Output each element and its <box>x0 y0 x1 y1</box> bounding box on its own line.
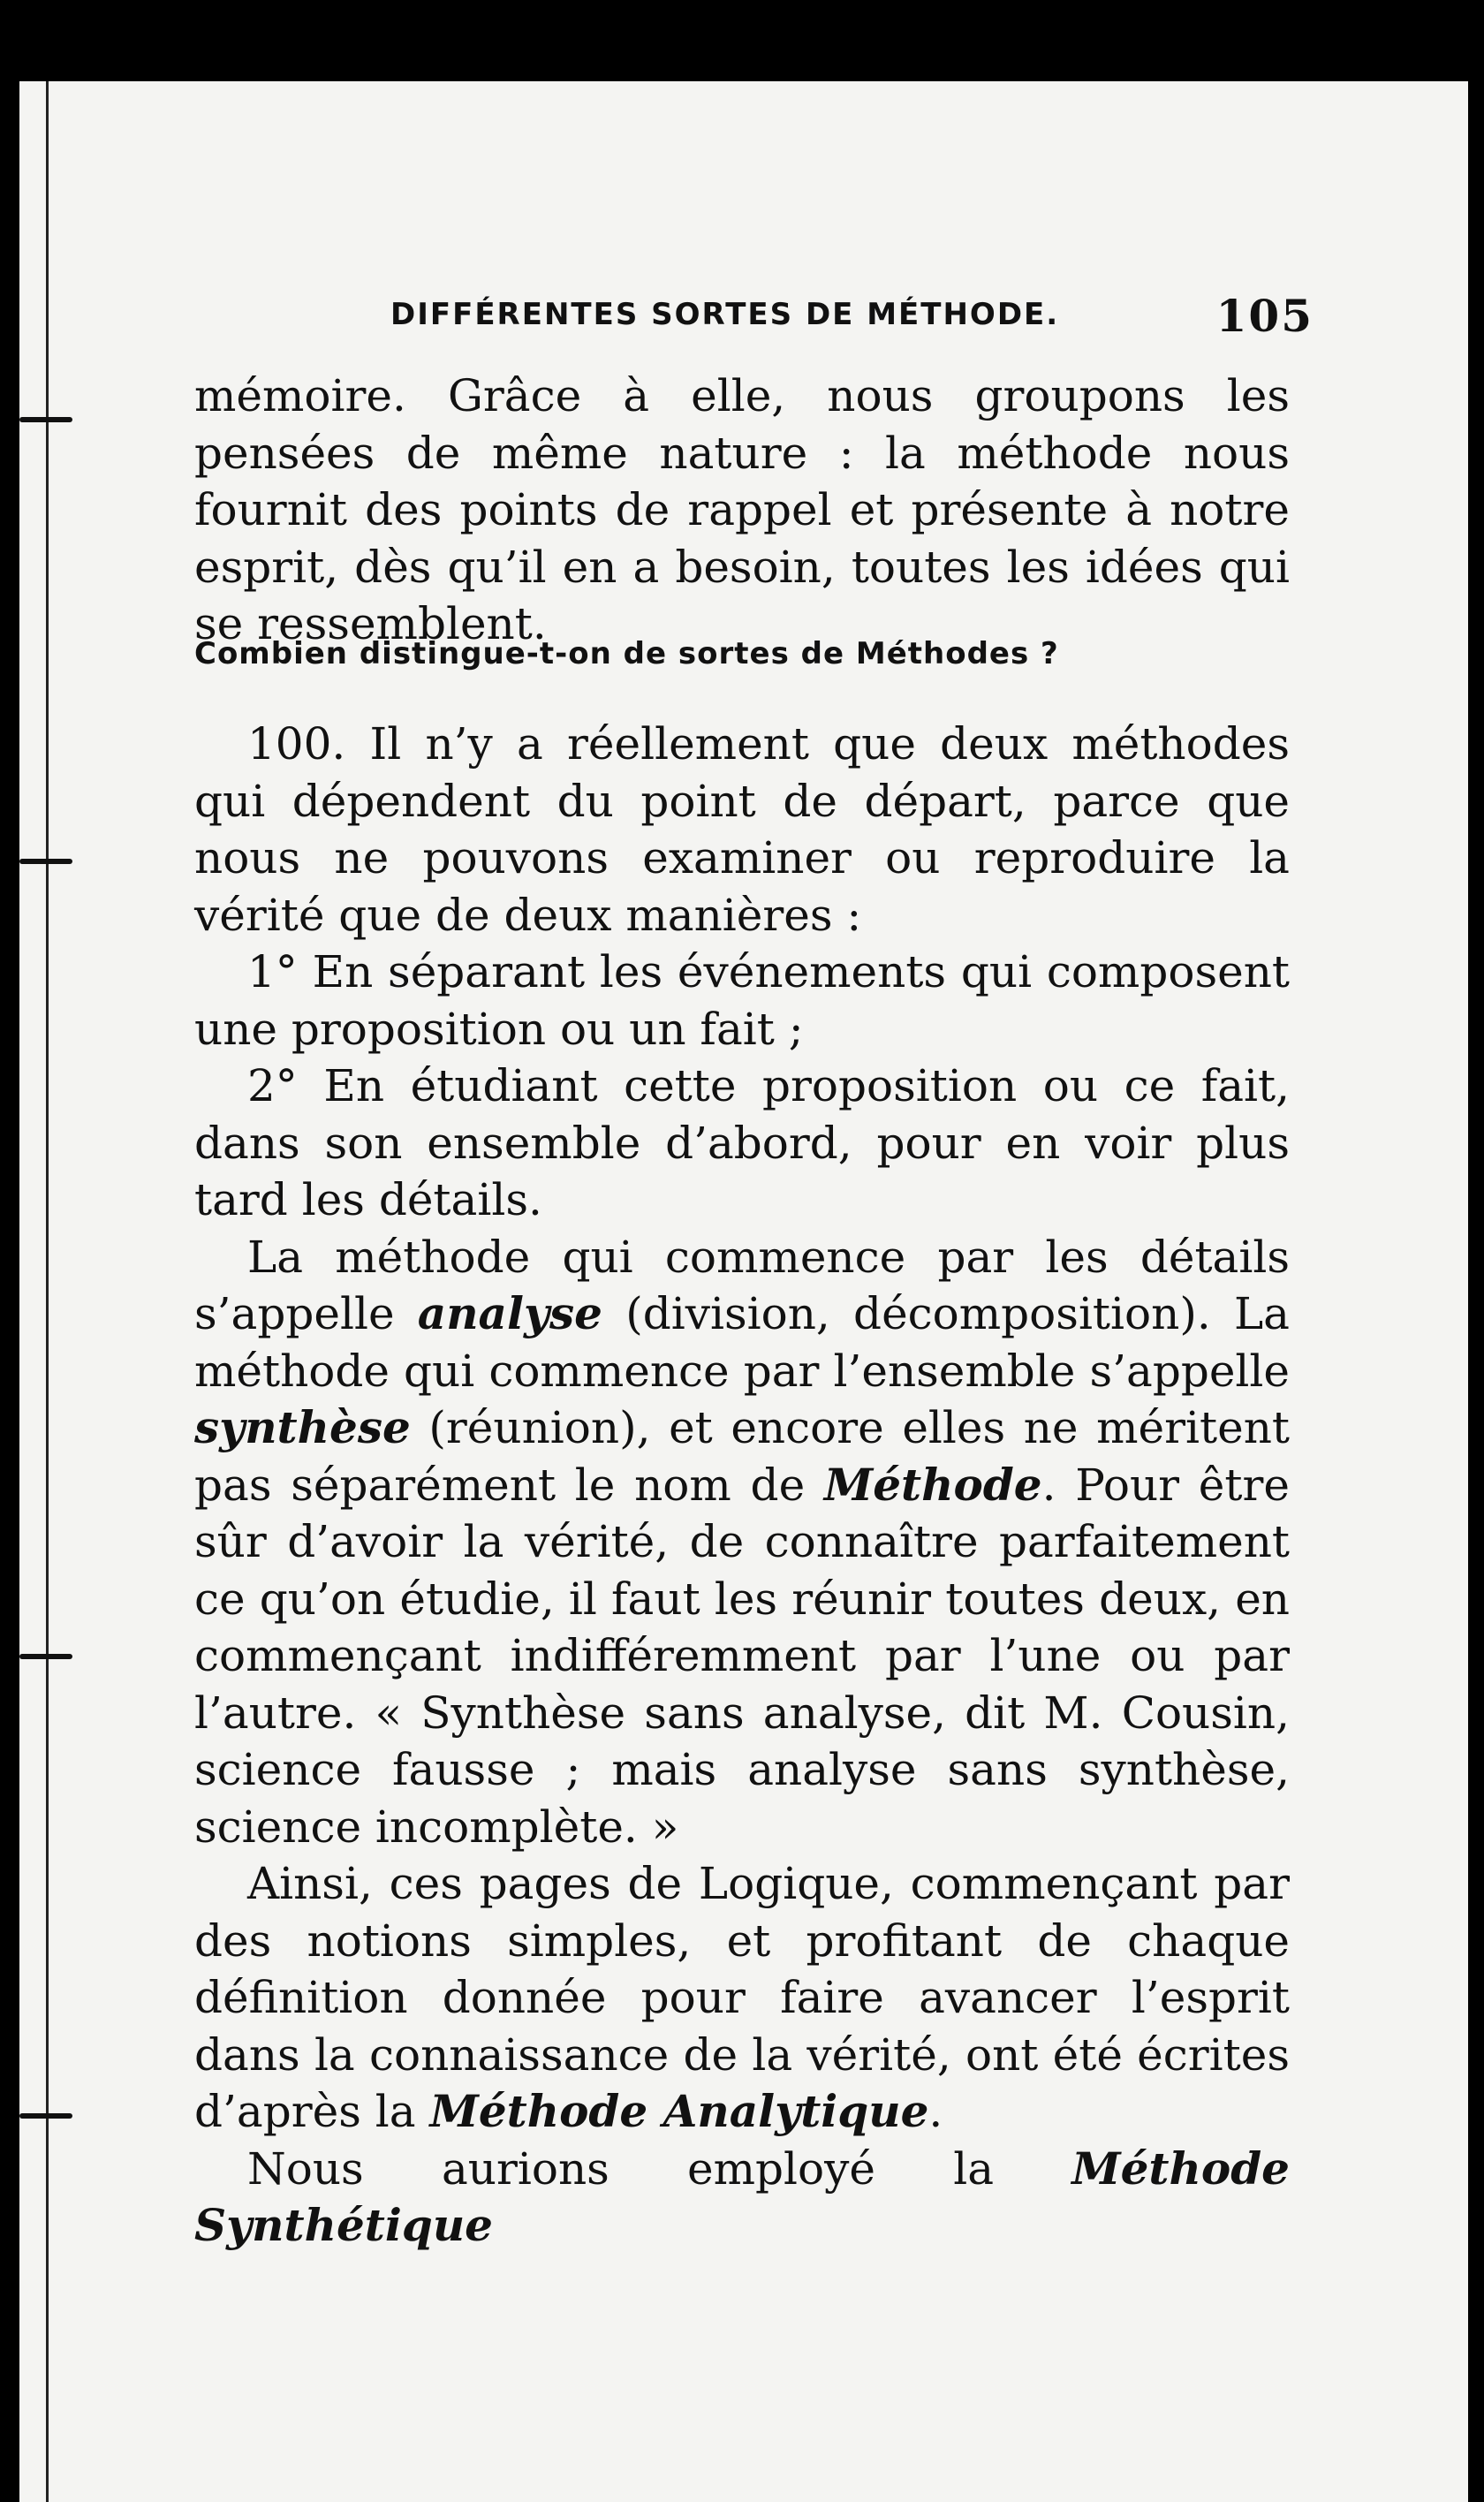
term-analyse: analyse <box>417 1287 602 1339</box>
text-run: (réunion), et encore elles ne méritent pas séparément le nom de <box>194 1402 1290 1511</box>
list-item-2: 2° En étudiant cette proposition ou ce fait, dans son ensemble d’abord, pour en voir plus tard les détails. <box>194 1060 1290 1225</box>
list-item-1: 1° En séparant les événements qui composent une proposition ou un fait ; <box>194 946 1290 1055</box>
paragraph-ainsi <box>194 1855 1290 2141</box>
paragraph-analyse <box>194 1229 1290 1856</box>
text-run: Nous aurions employé la <box>247 2142 1072 2195</box>
main-body <box>194 716 1290 2255</box>
term-methode: Méthode <box>823 1458 1042 1511</box>
running-head-title: DIFFÉRENTES SORTES DE MÉTHODE. <box>390 297 1060 332</box>
term-methode-synthetique: Méthode Synthétique <box>194 2142 1290 2251</box>
paragraph-text: mémoire. Grâce à elle, nous groupons les pensées de même nature : la méthode nous fournit des points de rappel et présente à notre esprit, dès qu’il en a besoin, toutes les idées qui se ressemblent. <box>194 370 1290 649</box>
paragraph-100: 100. Il n’y a réellement que deux méthodes qui dépendent du point de départ, parce que nous ne pouvons examiner ou reproduire la vérité que de deux manières : <box>194 718 1290 941</box>
text-run: (division, décomposition). La méthode qui commence par l’ensemble s’appelle <box>194 1288 1290 1397</box>
margin-mark <box>19 1654 72 1659</box>
text-run: . <box>928 2086 943 2137</box>
margin-mark <box>19 2113 72 2119</box>
section-question: Combien distingue-t-on de sortes de Méthodes ? <box>194 636 1059 671</box>
book-page <box>19 81 1468 2502</box>
margin-mark <box>19 417 72 422</box>
term-methode-analytique: Méthode Analytique <box>429 2085 929 2137</box>
page-number: 105 <box>1215 290 1314 342</box>
page-edge-line <box>46 81 49 2502</box>
paragraph-nous <box>194 2141 1290 2255</box>
margin-mark <box>19 859 72 864</box>
text-run: . Pour être sûr d’avoir la vérité, de connaître parfaitement ce qu’on étudie, il faut les réunir toutes deux, en commençant indifféremment par l’une ou par l’autre. « Synthèse sans analyse, dit M. Cousin, science fausse ; mais analyse sans synthèse, science incomplète. » <box>194 1459 1290 1853</box>
text-run: La méthode qui commence par les détails s’appelle <box>194 1231 1290 1339</box>
top-paragraph <box>194 368 1290 653</box>
text-run: Ainsi, ces pages de Logique, commençant par des notions simples, et profitant de chaque définition donnée pour faire avancer l’esprit dans la connaissance de la vérité, ont été écrites d’après la <box>194 1858 1290 2137</box>
term-synthese: synthèse <box>194 1401 411 1453</box>
